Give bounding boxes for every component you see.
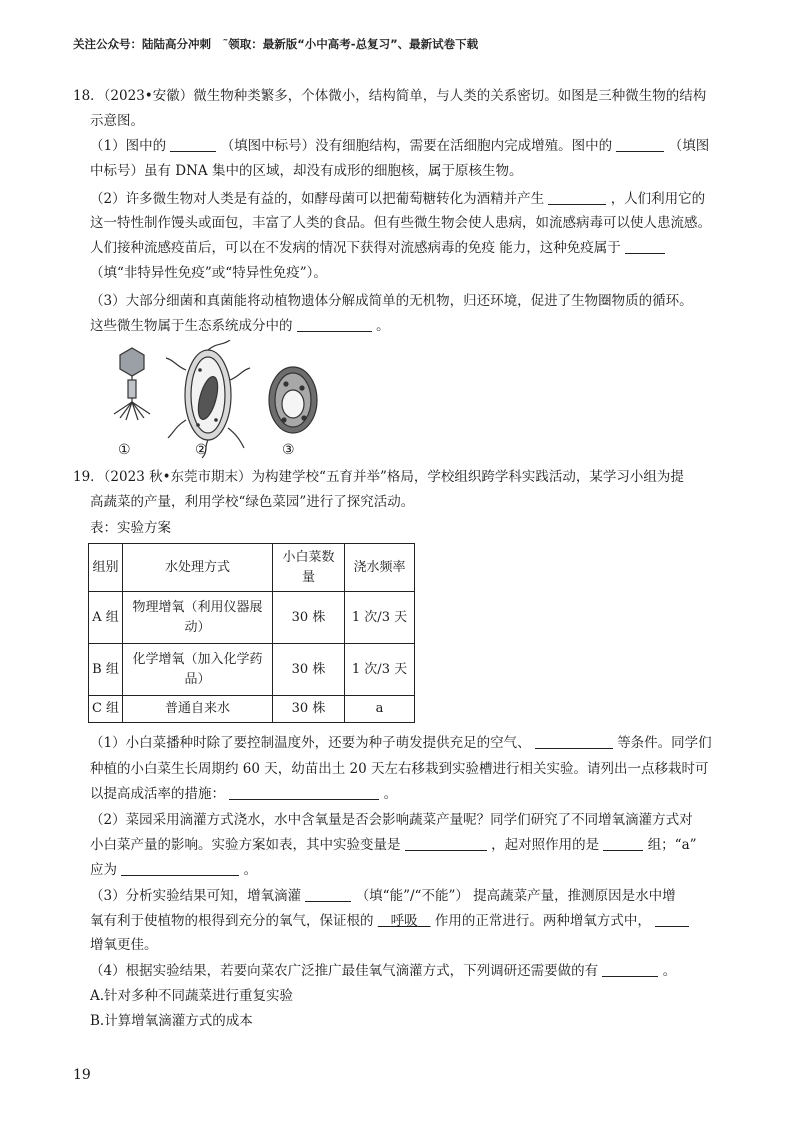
virus-figure bbox=[114, 348, 150, 420]
q19-para-10 bbox=[90, 961, 676, 981]
bacterium-figure bbox=[166, 340, 250, 458]
q19-para-4: （2）菜园采用滴灌方式浇水，水中含氧量是否会影响蔬菜产量呢？同学们研究了不同增氧滴灌方式对 bbox=[90, 812, 693, 828]
q19-text: 作用的正常进行。两种增氧方式中， bbox=[434, 913, 651, 929]
table-cell: C 组 bbox=[89, 696, 123, 723]
page-number: 19 bbox=[73, 1067, 91, 1083]
table-cell: 1 次/3 天 bbox=[345, 592, 415, 644]
answer-blank[interactable] bbox=[405, 837, 487, 851]
q19-text: 。 bbox=[383, 786, 398, 802]
table-header-cell: 水处理方式 bbox=[123, 544, 273, 592]
q18-text: ，人们利用它的 bbox=[610, 191, 706, 207]
table-header-cell: 浇水频率 bbox=[345, 544, 415, 592]
q18-line-5 bbox=[90, 189, 705, 209]
table-cell: 物理增氧（利用仪器展 动） bbox=[123, 592, 273, 644]
answer-blank[interactable] bbox=[655, 913, 689, 927]
q19-para-9: 增氧更佳。 bbox=[90, 937, 158, 953]
q19-text: （填“能”/“不能”） 提高蔬菜产量，推测原因是水中增 bbox=[355, 888, 676, 904]
q18-line-9: （3）大部分细菌和真菌能将动植物遗体分解成简单的无机物，归还环境，促进了生物圈物质的循环。 bbox=[90, 293, 693, 309]
q19-text: 组；“a” bbox=[647, 837, 697, 853]
q18-text: 人们接种流感疫苗后，可以在不发病的情况下获得对流感病毒的免疫 能力，这种免疫属于 bbox=[90, 240, 621, 256]
table-header-row bbox=[89, 544, 415, 592]
q19-line-2: 高蔬菜的产量，利用学校“绿色菜园”进行了探究活动。 bbox=[90, 494, 415, 510]
q19-text: 等条件。同学们 bbox=[617, 735, 712, 751]
answer-blank[interactable] bbox=[625, 240, 665, 254]
yeast-figure bbox=[269, 367, 317, 433]
q18-line-1: 18．（2023•安徽）微生物种类繁多，个体微小，结构简单，与人类的关系密切。如图是三种微生物的结构 bbox=[73, 88, 707, 104]
q19-text: ，起对照作用的是 bbox=[491, 837, 600, 853]
q19-text: 小白菜产量的影响。实验方案如表，其中实验变量是 bbox=[90, 837, 401, 853]
table-cell: 30 株 bbox=[273, 592, 345, 644]
answer-blank[interactable] bbox=[602, 963, 658, 977]
experiment-table bbox=[88, 543, 415, 723]
q18-text: 这些微生物属于生态系统成分中的 bbox=[90, 318, 293, 334]
q18-text: （填图 bbox=[668, 138, 710, 154]
table-cell: a bbox=[345, 696, 415, 723]
filled-answer bbox=[378, 913, 431, 929]
q19-para-2: 种植的小白菜生长周期约 60 天，幼苗出土 20 天左右移栽到实验槽进行相关实验。请列出一点移栽时可 bbox=[90, 761, 709, 777]
figure-label-3: ③ bbox=[282, 442, 295, 458]
table-cell: B 组 bbox=[89, 644, 123, 696]
q18-line-8: （填“非特异性免疫”或“特异性免疫”）。 bbox=[90, 265, 327, 281]
table-cell: A 组 bbox=[89, 592, 123, 644]
q19-text: 。 bbox=[662, 963, 677, 979]
answer-blank[interactable] bbox=[305, 888, 351, 902]
q19-text: 应为 bbox=[90, 862, 117, 878]
q19-text: （3）分析实验结果可知，增氧滴灌 bbox=[90, 888, 302, 904]
q19-text: （4）根据实验结果，若要向菜农广泛推广最佳氧气滴灌方式，下列调研还需要做的有 bbox=[90, 963, 599, 979]
q19-para-6 bbox=[90, 860, 257, 880]
figure-label-2: ② bbox=[195, 442, 208, 458]
q18-line-2: 示意图。 bbox=[90, 113, 144, 129]
option-b: B.计算增氧滴灌方式的成本 bbox=[90, 1013, 253, 1029]
q18-line-7 bbox=[90, 238, 665, 258]
q19-para-7 bbox=[90, 886, 676, 906]
table-cell: 30 株 bbox=[273, 696, 345, 723]
q18-text: （2）许多微生物对人类是有益的，如酵母菌可以把葡萄糖转化为酒精并产生 bbox=[90, 191, 545, 207]
answer-blank[interactable] bbox=[535, 735, 613, 749]
q18-text: 。 bbox=[376, 318, 390, 334]
q19-para-8 bbox=[90, 911, 689, 931]
table-row bbox=[89, 592, 415, 644]
q18-line-3 bbox=[90, 136, 709, 156]
q19-para-5 bbox=[90, 835, 697, 855]
page-header: 关注公众号：陆陆高分冲刺 ˜领取：最新版“小中高考-总复习”、最新试卷下载 bbox=[73, 37, 479, 51]
filled-answer-text: 呼吸 bbox=[390, 913, 418, 929]
q18-line-10 bbox=[90, 316, 390, 336]
q19-line-1: 19．（2023 秋•东莞市期末）为构建学校“五育并举”格局，学校组织跨学科实践活动，某学习小组为提 bbox=[73, 469, 684, 485]
answer-blank[interactable] bbox=[229, 786, 379, 800]
table-header-cell: 组别 bbox=[89, 544, 123, 592]
q18-text: （1）图中的 bbox=[90, 138, 167, 154]
answer-blank[interactable] bbox=[170, 138, 216, 152]
q18-line-6: 这一特性制作馒头或面包，丰富了人类的食品。但有些微生物会使人患病，如流感病毒可以使人患流感。 bbox=[90, 215, 711, 231]
q19-para-1 bbox=[90, 733, 712, 753]
table-caption: 表：实验方案 bbox=[90, 520, 171, 536]
answer-blank[interactable] bbox=[616, 138, 664, 152]
q19-text: 以提高成活率的措施： bbox=[90, 786, 225, 802]
figure-label-1: ① bbox=[118, 442, 131, 458]
q18-line-4: 中标号）虽有 DNA 集中的区域，却没有成形的细胞核，属于原核生物。 bbox=[90, 163, 523, 179]
q18-text: （填图中标号）没有细胞结构，需要在活细胞内完成增殖。图中的 bbox=[220, 138, 613, 154]
q19-text: 氧有利于使植物的根得到充分的氧气，保证根的 bbox=[90, 913, 374, 929]
table-cell: 30 株 bbox=[273, 644, 345, 696]
table-cell: 1 次/3 天 bbox=[345, 644, 415, 696]
answer-blank[interactable] bbox=[603, 837, 643, 851]
table-row bbox=[89, 696, 415, 723]
q19-text: （1）小白菜播种时除了要控制温度外，还要为种子萌发提供充足的空气、 bbox=[90, 735, 531, 751]
answer-blank[interactable] bbox=[121, 862, 239, 876]
table-row bbox=[89, 644, 415, 696]
table-cell: 普通自来水 bbox=[123, 696, 273, 723]
table-header-cell: 小白菜数 量 bbox=[273, 544, 345, 592]
answer-blank[interactable] bbox=[548, 191, 606, 205]
answer-blank[interactable] bbox=[297, 318, 372, 332]
q19-text: 。 bbox=[243, 862, 258, 878]
table-cell: 化学增氧（加入化学药 品） bbox=[123, 644, 273, 696]
option-a: A.针对多种不同蔬菜进行重复实验 bbox=[90, 988, 294, 1004]
q19-para-3 bbox=[90, 784, 397, 804]
